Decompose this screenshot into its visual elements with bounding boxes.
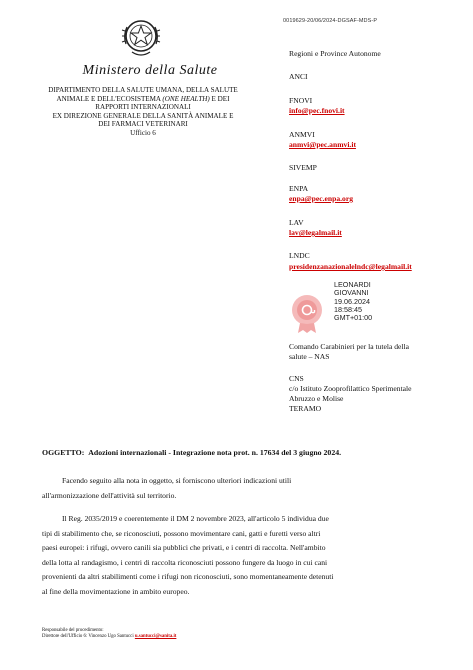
office-name: Ufficio 6 [130, 128, 156, 137]
recipient-fnovi-email[interactable]: info@pec.fnovi.it [289, 106, 345, 115]
subject-label: OGGETTO: [42, 448, 85, 457]
recipient-enpa: ENPA [289, 184, 309, 193]
dept-line: EX DIREZIONE GENERALE DELLA SANITÀ ANIMALE E [52, 111, 234, 120]
subject-line [42, 448, 341, 457]
paragraph-1: Facendo seguito alla nota in oggetto, si forniscono ulteriori indicazioni utili all'armonizzazione dell'attività sul territorio. [42, 476, 292, 500]
signature-timezone: GMT+01:00 [334, 313, 373, 323]
recipient-anci: ANCI [289, 72, 308, 81]
recipient-enpa-email[interactable]: enpa@pec.enpa.org [289, 194, 354, 203]
dept-line: DIPARTIMENTO DELLA SALUTE UMANA, DELLA SALUTE [48, 86, 238, 94]
recipient-lav: LAV [289, 218, 304, 227]
recipient-nas: Comando Carabinieri per la tutela della salute – NAS [289, 342, 409, 361]
protocol-number: 0019629-20/06/2024-DGSAF-MDS-P [283, 18, 378, 24]
dept-line: ANIMALE E DELL'ECOSISTEMA (ONE HEALTH) E DEI [56, 94, 230, 103]
recipient-fnovi: FNOVI [289, 96, 313, 105]
paragraph-2: Il Reg. 2035/2019 e coerentemente il DM 2 novembre 2023, all'articolo 5 individua due tipi di stabilimento che, se riconosciuti, possono movimentare cani, gatti e furetti verso altri paesi europei: i rifugi, ovvero canili sia pubblici che privati, e i centri di raccolta. Nell'ambito della lotta al randagismo, i centri di raccolta riconosciuti possono fungere da luogo in cui cani provenienti da altri stabilimenti come i rifugi non riconosciuti, sono momentaneamente detenuti al fine della movimentazione in ambito europeo. [42, 514, 334, 596]
signer-name: GIOVANNI [334, 288, 369, 298]
signature-date: 19.06.2024 [334, 296, 370, 306]
footer-responsible: Responsabile del procedimento: Direttore dell'Ufficio 6: Vincenzo Ugo Santucci u.santucci@sanita.it [42, 628, 177, 640]
department-block [30, 86, 256, 138]
recipient-anmvi-email[interactable]: anmvi@pec.anmvi.it [289, 140, 356, 149]
recipient-lndc-email[interactable]: presidenzanazionalelndc@legalmail.it [289, 262, 412, 271]
subject-text: Adozioni internazionali - Integrazione nota prot. n. 17634 del 3 giugno 2024. [88, 448, 342, 457]
footer-email-link[interactable]: u.santucci@sanita.it [134, 634, 177, 640]
digital-signature [334, 281, 372, 322]
signer-surname: LEONARDI [334, 280, 371, 289]
digital-signature-seal-icon [290, 292, 324, 334]
dept-line: RAPPORTI INTERNAZIONALI [95, 103, 191, 112]
recipient-regioni: Regioni e Province Autonome [289, 49, 381, 58]
recipient-sivemp: SIVEMP [289, 163, 317, 172]
recipient-cns: CNS c/o Istituto Zooprofilattico Sperimentale Abruzzo e Molise TERAMO [289, 374, 412, 413]
recipient-lav-email[interactable]: lav@legalmail.it [289, 228, 342, 237]
recipient-anmvi: ANMVI [289, 130, 315, 139]
ministry-name: Ministero della Salute [82, 63, 218, 78]
recipient-lndc: LNDC [289, 251, 310, 260]
dept-line: DEI FARMACI VETERINARI [98, 120, 188, 129]
italian-emblem-icon [118, 14, 164, 60]
signature-time: 18:58:45 [334, 304, 362, 314]
